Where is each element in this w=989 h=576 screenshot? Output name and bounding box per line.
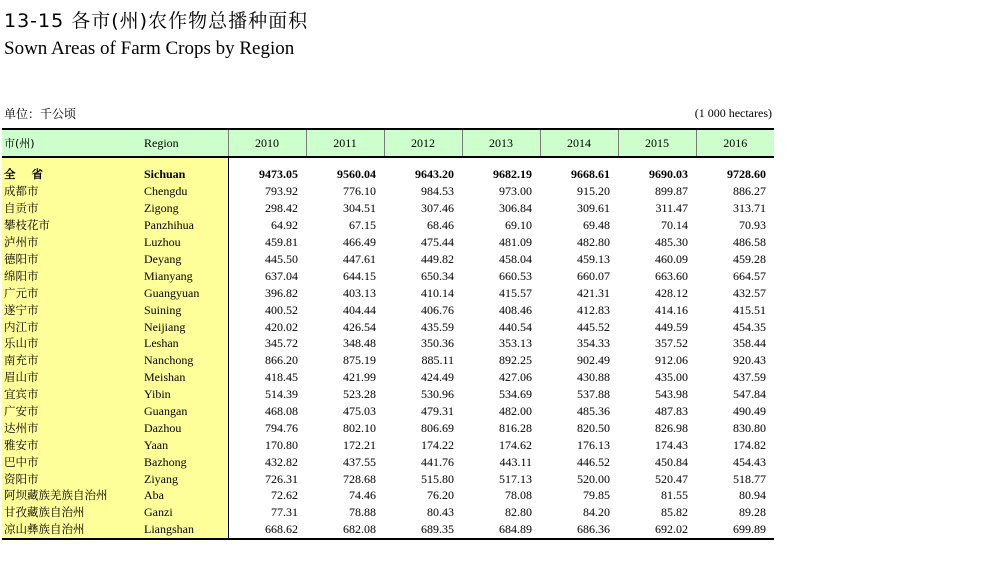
area-value-cell: 912.06: [655, 353, 688, 368]
area-value-cell: 523.28: [343, 387, 376, 402]
table-row: [2, 183, 774, 200]
area-value-cell: 420.02: [228, 318, 306, 335]
region-name-english: Suining: [138, 301, 228, 318]
area-value-cell: 892.25: [499, 353, 532, 368]
area-value-cell: 830.80: [733, 420, 766, 435]
area-value-cell: 432.82: [228, 453, 306, 470]
table-body: [2, 157, 774, 539]
table-row: [2, 487, 774, 504]
area-value-cell: 826.98: [655, 420, 688, 435]
header-year: 2015: [618, 129, 696, 157]
table-row: [2, 200, 774, 217]
area-value-cell: 437.55: [343, 454, 376, 469]
area-value-cell: 306.84: [499, 201, 532, 216]
area-value-cell: 404.44: [343, 302, 376, 317]
area-value-cell: 345.72: [228, 335, 306, 352]
table-row: [2, 284, 774, 301]
area-value-cell: 64.92: [228, 217, 306, 234]
area-value-cell: 69.48: [583, 218, 610, 233]
area-value-cell: 445.50: [228, 251, 306, 268]
area-value-cell: 418.45: [228, 369, 306, 386]
area-value-cell: 794.76: [228, 419, 306, 436]
area-value-cell: 174.22: [421, 437, 454, 452]
area-value-cell: 80.43: [427, 505, 454, 520]
region-name-english: Ganzi: [138, 504, 228, 521]
region-name-chinese: 宜宾市: [2, 386, 138, 403]
area-value-cell: 682.08: [306, 521, 384, 539]
header-year: 2010: [228, 129, 306, 157]
area-value-cell: 514.39: [228, 386, 306, 403]
region-name-english: Deyang: [138, 251, 228, 268]
header-region-chinese: 市(州): [2, 129, 138, 157]
area-value-cell: 435.59: [421, 319, 454, 334]
region-name-chinese: 成都市: [2, 183, 138, 200]
area-value-cell: 886.27: [733, 184, 766, 199]
region-name-chinese: 德阳市: [2, 251, 138, 268]
table-row: [2, 267, 774, 284]
area-value-cell: 424.49: [421, 370, 454, 385]
region-name-chinese: 阿坝藏族羌族自治州: [2, 487, 138, 504]
area-value-cell: 70.14: [661, 218, 688, 233]
area-value-cell: 449.59: [655, 319, 688, 334]
area-value-cell: 816.28: [499, 420, 532, 435]
area-value-cell: 520.47: [655, 471, 688, 486]
area-value-cell: 475.44: [421, 235, 454, 250]
area-value-cell: 468.08: [228, 403, 306, 420]
area-value-cell: 920.43: [733, 353, 766, 368]
table-row-total: [2, 157, 774, 183]
area-value-cell: 726.31: [228, 470, 306, 487]
area-value-cell: 487.83: [655, 404, 688, 419]
area-value-cell: 547.84: [733, 387, 766, 402]
area-value-cell: 9690.03: [649, 166, 688, 181]
area-value-cell: 354.33: [577, 336, 610, 351]
header-year: 2013: [462, 129, 540, 157]
table-row: [2, 386, 774, 403]
area-value-cell: 482.00: [499, 404, 532, 419]
region-name-chinese: 绵阳市: [2, 267, 138, 284]
area-value-cell: 490.49: [733, 404, 766, 419]
area-value-cell: 534.69: [499, 387, 532, 402]
area-value-cell: 663.60: [655, 268, 688, 283]
area-value-cell: 984.53: [421, 184, 454, 199]
area-value-cell: 313.71: [733, 201, 766, 216]
region-name-english: Guangyuan: [138, 284, 228, 301]
area-value-cell: 428.12: [655, 285, 688, 300]
table-row: [2, 369, 774, 386]
area-value-cell: 77.31: [228, 504, 306, 521]
area-value-cell: 176.13: [577, 437, 610, 452]
area-value-cell: 74.46: [349, 488, 376, 503]
area-value-cell: 81.55: [661, 488, 688, 503]
area-value-cell: 82.80: [505, 505, 532, 520]
table-row: [2, 335, 774, 352]
area-value-cell: 406.76: [421, 302, 454, 317]
table-row: [2, 504, 774, 521]
area-value-cell: 427.06: [499, 370, 532, 385]
area-value-cell: 353.13: [499, 336, 532, 351]
area-value-cell: 437.59: [733, 370, 766, 385]
area-value-cell: 686.36: [540, 521, 618, 539]
area-value-cell: 885.11: [421, 353, 454, 368]
area-value-cell: 80.94: [739, 488, 766, 503]
area-value-cell: 9560.04: [337, 166, 376, 181]
area-value-cell: 475.03: [343, 404, 376, 419]
area-value-cell: 776.10: [343, 184, 376, 199]
area-value-cell: 485.36: [577, 404, 610, 419]
area-value-cell: 415.57: [499, 285, 532, 300]
area-value-cell: 9668.61: [571, 166, 610, 181]
table-row: [2, 453, 774, 470]
region-name-chinese: 全 省: [2, 157, 138, 183]
area-value-cell: 644.15: [343, 268, 376, 283]
table-row: [2, 419, 774, 436]
region-name-english: Aba: [138, 487, 228, 504]
region-name-chinese: 内江市: [2, 318, 138, 335]
area-value-cell: 445.52: [577, 319, 610, 334]
region-name-chinese: 巴中市: [2, 453, 138, 470]
area-value-cell: 307.46: [421, 201, 454, 216]
area-value-cell: 450.84: [655, 454, 688, 469]
region-name-chinese: 资阳市: [2, 470, 138, 487]
area-value-cell: 459.81: [228, 234, 306, 251]
area-value-cell: 915.20: [577, 184, 610, 199]
table-row: [2, 251, 774, 268]
region-name-chinese: 自贡市: [2, 200, 138, 217]
area-value-cell: 412.83: [577, 302, 610, 317]
area-value-cell: 68.46: [427, 218, 454, 233]
area-value-cell: 174.43: [655, 437, 688, 452]
area-value-cell: 520.00: [577, 471, 610, 486]
region-name-english: Sichuan: [138, 157, 228, 183]
area-value-cell: 432.57: [733, 285, 766, 300]
area-value-cell: 820.50: [577, 420, 610, 435]
region-name-english: Guangan: [138, 403, 228, 420]
area-value-cell: 304.51: [343, 201, 376, 216]
area-value-cell: 9682.19: [493, 166, 532, 181]
area-value-cell: 684.89: [462, 521, 540, 539]
area-value-cell: 357.52: [655, 336, 688, 351]
region-name-chinese: 凉山彝族自治州: [2, 521, 138, 539]
unit-label-english: (1 000 hectares): [694, 106, 772, 120]
region-name-english: Leshan: [138, 335, 228, 352]
region-name-chinese: 乐山市: [2, 335, 138, 352]
area-value-cell: 460.09: [655, 252, 688, 266]
area-value-cell: 170.80: [228, 436, 306, 453]
area-value-cell: 9643.20: [415, 166, 454, 181]
area-value-cell: 689.35: [384, 521, 462, 539]
region-name-chinese: 达州市: [2, 419, 138, 436]
region-name-english: Meishan: [138, 369, 228, 386]
region-name-chinese: 攀枝花市: [2, 217, 138, 234]
area-value-cell: 482.80: [577, 235, 610, 250]
area-value-cell: 454.43: [733, 454, 766, 469]
area-value-cell: 358.44: [733, 336, 766, 351]
area-value-cell: 400.52: [228, 301, 306, 318]
area-value-cell: 458.04: [499, 252, 532, 266]
area-value-cell: 174.62: [499, 437, 532, 452]
table-row: [2, 521, 774, 539]
table-row: [2, 352, 774, 369]
area-value-cell: 902.49: [577, 353, 610, 368]
region-name-chinese: 泸州市: [2, 234, 138, 251]
area-value-cell: 481.09: [499, 235, 532, 250]
area-value-cell: 408.46: [499, 302, 532, 317]
area-value-cell: 309.61: [577, 201, 610, 216]
sown-area-table: [2, 128, 774, 540]
header-year: 2011: [306, 129, 384, 157]
header-year: 2016: [696, 129, 774, 157]
area-value-cell: 78.08: [505, 488, 532, 503]
area-value-cell: 430.88: [577, 370, 610, 385]
region-name-english: Panzhihua: [138, 217, 228, 234]
area-value-cell: 348.48: [343, 336, 376, 351]
area-value-cell: 9728.60: [727, 166, 766, 181]
area-value-cell: 447.61: [343, 252, 376, 266]
area-value-cell: 793.92: [228, 183, 306, 200]
area-value-cell: 660.07: [577, 268, 610, 283]
area-value-cell: 459.28: [733, 252, 766, 266]
table-row: [2, 301, 774, 318]
area-value-cell: 69.10: [505, 218, 532, 233]
area-value-cell: 637.04: [228, 267, 306, 284]
area-value-cell: 403.13: [343, 285, 376, 300]
area-value-cell: 76.20: [427, 488, 454, 503]
area-value-cell: 543.98: [655, 387, 688, 402]
area-value-cell: 518.77: [733, 471, 766, 486]
area-value-cell: 89.28: [739, 505, 766, 520]
area-value-cell: 449.82: [421, 252, 454, 266]
area-value-cell: 664.57: [733, 268, 766, 283]
header-year: 2014: [540, 129, 618, 157]
region-name-english: Yaan: [138, 436, 228, 453]
area-value-cell: 78.88: [349, 505, 376, 520]
region-name-chinese: 遂宁市: [2, 301, 138, 318]
table-row: [2, 403, 774, 420]
area-value-cell: 85.82: [661, 505, 688, 520]
area-value-cell: 660.53: [499, 268, 532, 283]
region-name-chinese: 广安市: [2, 403, 138, 420]
region-name-chinese: 雅安市: [2, 436, 138, 453]
area-value-cell: 70.93: [739, 218, 766, 233]
region-name-english: Mianyang: [138, 267, 228, 284]
area-value-cell: 530.96: [421, 387, 454, 402]
region-name-english: Chengdu: [138, 183, 228, 200]
table-row: [2, 470, 774, 487]
area-value-cell: 414.16: [655, 302, 688, 317]
area-value-cell: 421.31: [577, 285, 610, 300]
region-name-english: Bazhong: [138, 453, 228, 470]
area-value-cell: 699.89: [696, 521, 774, 539]
table-title-english: Sown Areas of Farm Crops by Region: [4, 38, 295, 59]
area-value-cell: 899.87: [655, 184, 688, 199]
area-value-cell: 537.88: [577, 387, 610, 402]
area-value-cell: 426.54: [343, 319, 376, 334]
table-row: [2, 234, 774, 251]
header-row: [2, 129, 774, 157]
area-value-cell: 517.13: [499, 471, 532, 486]
area-value-cell: 79.85: [583, 488, 610, 503]
table-row: [2, 436, 774, 453]
header-region-english: Region: [138, 129, 228, 157]
region-name-chinese: 广元市: [2, 284, 138, 301]
area-value-cell: 415.51: [733, 302, 766, 317]
area-value-cell: 440.54: [499, 319, 532, 334]
table-title-chinese: 13-15 各市(州)农作物总播种面积: [4, 10, 309, 32]
area-value-cell: 728.68: [343, 471, 376, 486]
area-value-cell: 410.14: [421, 285, 454, 300]
area-value-cell: 446.52: [577, 454, 610, 469]
area-value-cell: 421.99: [343, 370, 376, 385]
area-value-cell: 311.47: [655, 201, 688, 216]
area-value-cell: 973.00: [499, 184, 532, 199]
header-year: 2012: [384, 129, 462, 157]
region-name-english: Dazhou: [138, 419, 228, 436]
area-value-cell: 485.30: [655, 235, 688, 250]
region-name-english: Liangshan: [138, 521, 228, 539]
region-name-chinese: 南充市: [2, 352, 138, 369]
unit-label-chinese: 单位：千公顷: [4, 107, 77, 121]
area-value-cell: 466.49: [343, 235, 376, 250]
area-value-cell: 298.42: [228, 200, 306, 217]
area-value-cell: 875.19: [343, 353, 376, 368]
area-value-cell: 806.69: [421, 420, 454, 435]
area-value-cell: 441.76: [421, 454, 454, 469]
area-value-cell: 515.80: [421, 471, 454, 486]
region-name-english: Zigong: [138, 200, 228, 217]
area-value-cell: 454.35: [733, 319, 766, 334]
area-value-cell: 479.31: [421, 404, 454, 419]
area-value-cell: 67.15: [349, 218, 376, 233]
area-value-cell: 172.21: [343, 437, 376, 452]
region-name-english: Luzhou: [138, 234, 228, 251]
area-value-cell: 866.20: [228, 352, 306, 369]
area-value-cell: 692.02: [618, 521, 696, 539]
area-value-cell: 486.58: [733, 235, 766, 250]
region-name-chinese: 眉山市: [2, 369, 138, 386]
region-name-english: Yibin: [138, 386, 228, 403]
region-name-english: Neijiang: [138, 318, 228, 335]
area-value-cell: 174.82: [733, 437, 766, 452]
area-value-cell: 802.10: [343, 420, 376, 435]
area-value-cell: 396.82: [228, 284, 306, 301]
region-name-english: Nanchong: [138, 352, 228, 369]
area-value-cell: 9473.05: [228, 157, 306, 183]
area-value-cell: 650.34: [421, 268, 454, 283]
area-value-cell: 668.62: [228, 521, 306, 539]
area-value-cell: 435.00: [655, 370, 688, 385]
area-value-cell: 350.36: [421, 336, 454, 351]
region-name-chinese: 甘孜藏族自治州: [2, 504, 138, 521]
area-value-cell: 443.11: [499, 454, 532, 469]
region-name-english: Ziyang: [138, 470, 228, 487]
area-value-cell: 84.20: [583, 505, 610, 520]
table-row: [2, 318, 774, 335]
table-row: [2, 217, 774, 234]
area-value-cell: 459.13: [577, 252, 610, 266]
area-value-cell: 72.62: [228, 487, 306, 504]
